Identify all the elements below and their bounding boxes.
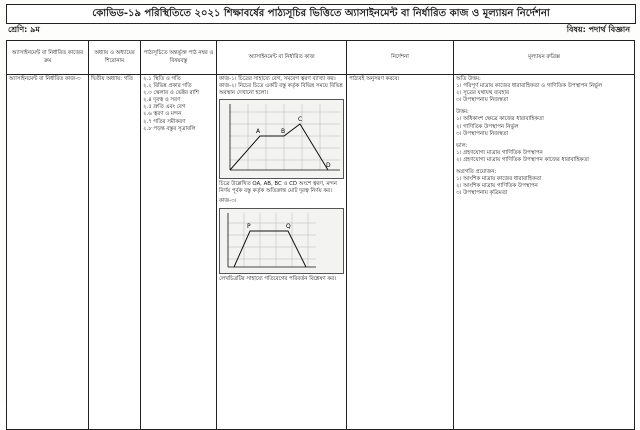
rubric-item: ১। পরিপূর্ণ মাত্রায় কাজের ধারাবাহিকতা ও গাণিতিক উপস্থাপন নির্ভুল: [456, 83, 603, 90]
lesson-item: ২.৬ ত্বরণ ও মন্দন: [143, 111, 182, 118]
lesson-item: ২.৭ গতির সমীকরণ: [143, 118, 186, 125]
page-title: কোভিড-১৯ পরিস্থিতিতে ২০২১ শিক্ষাবর্ষের পাঠ্যসূচির ভিত্তিতে অ্যাসাইনমেন্ট বা নির্ধারিত কাজ ও মূল্যায়ন নির্দেশনা: [6, 4, 636, 24]
cell-lessons: [141, 75, 217, 430]
col-header-lessons: পাঠ্যসূচিতে অন্তর্ভুক্ত পাঠ নম্বর ও বিষয়বস্তু: [141, 41, 217, 75]
col-header-instruction: নির্দেশনা: [347, 41, 454, 75]
rubric-improve-title: অগ্রগতি প্রয়োজন:: [456, 169, 497, 176]
cell-instruction: পাঠ্যবই অনুসরণ করবে।: [347, 75, 454, 430]
graph1-label-b: B: [281, 128, 286, 136]
lesson-item: ২.৫ দ্রুতি এবং বেগ: [143, 104, 186, 111]
rubric-item: ২। সূত্রের যথাযথ ব্যবহার: [456, 90, 509, 97]
lesson-item: ২.৩ স্কেলার ও ভেক্টর রাশি: [143, 90, 199, 97]
graph2-line: [234, 231, 306, 267]
col-header-rubric: মূল্যায়ন রুব্রিক্স: [454, 41, 635, 75]
task-part2-question: চিত্রে উল্লেখিত OA, AB, BC ও CD অংশে ত্বরণ, মন্দন নির্ণয় পূর্বক বস্তু কর্তৃক অতিক্রান্ত মোট দূরত্ব নির্ণয় কর।: [219, 181, 337, 195]
graph1-label-a: A: [256, 128, 261, 136]
rubric-item: ২। গ্রহণযোগ্য মাত্রায় গাণিতিক উপস্থাপন কাজের ধারাবাহিকতা: [456, 156, 589, 163]
col-header-task: অ্যাসাইনমেন্ট বা নির্ধারিত কাজ: [217, 41, 347, 75]
cell-rubric: [454, 75, 635, 430]
col-header-chapter: অধ্যায় ও অধ্যায়ের শিরোনাম: [89, 41, 141, 75]
cell-task: [217, 75, 347, 430]
rubric-item: ১। আংশিক মাত্রায় কাজের ধারাবাহিকতা: [456, 176, 542, 183]
rubric-item: ২। আংশিক মাত্রায় গাণিতিক উপস্থাপন: [456, 183, 538, 190]
graph2-grid: [228, 213, 316, 267]
task-part3-question: লেখচিত্রটির সাহায্যে গতিবেগের পরিবর্তন বিশ্লেষণ কর।: [219, 275, 337, 282]
graph-figure-1: [219, 99, 344, 179]
rubric-item: ১। গ্রহণযোগ্য মাত্রায় গাণিতিক উপস্থাপন: [456, 149, 543, 156]
cell-assignment-no: অ্যাসাইনমেন্ট বা নির্ধারিত কাজ-৩: [7, 75, 89, 430]
graph2-label-p: P: [247, 222, 251, 230]
rubric-excellent-title: অতি উত্তম:: [456, 76, 481, 82]
rubric-item: ২। গাণিতিক উপস্থাপন নির্ভুল: [456, 123, 519, 130]
rubric-item: ১। অধিকাংশ ক্ষেত্রে কাজের ধারাবাহিকতা: [456, 116, 544, 123]
graph1-line: [230, 124, 328, 170]
graph1-grid: [230, 104, 340, 170]
lesson-item: ২.২ বিভিন্ন প্রকার গতি: [143, 83, 192, 90]
rubric-item: ৩। উপস্থাপনায় নিজস্বতা: [456, 130, 508, 137]
rubric-fair-title: ভাল:: [456, 142, 468, 149]
graph-figure-2: [219, 208, 344, 274]
lesson-item: ২.৪ দূরত্ব ও সরণ: [143, 97, 181, 104]
graph1-label-c: C: [298, 116, 303, 124]
class-label: শ্রেণি: ৯ম: [8, 25, 40, 34]
lesson-item: ২.১ স্থিতি ও গতি: [143, 76, 181, 82]
table-row: [7, 75, 635, 430]
lesson-item: ২.৮ পড়ন্ত বস্তুর সূত্রাবলি: [143, 125, 196, 132]
rubric-good-title: উত্তম:: [456, 109, 469, 116]
task-part2: কাজ-২। নিচের চিত্রে একটি বস্তু কর্তৃক বিভিন্ন সময়ে বিভিন্ন অবস্থান দেখানো হলো।: [219, 83, 343, 97]
col-header-assignment: অ্যাসাইনমেন্ট বা নির্ধারিত কাজের ক্রম: [7, 41, 89, 75]
task-part3: কাজ-৩।: [219, 198, 237, 205]
graph2-label-q: Q: [286, 222, 291, 230]
graph1-label-d: D: [326, 162, 331, 170]
assignment-table: [6, 40, 635, 430]
table-header-row: [7, 41, 635, 75]
cell-chapter: দ্বিতীয় অধ্যায়: গতি: [89, 75, 141, 430]
rubric-item: ৩। উপস্থাপনায় কৃত্রিমতা: [456, 190, 508, 197]
task-part1: কাজ-১। চিত্রের সাহায্যে বেগ, সমবেগ ত্বরণ ব্যাখ্যা কর।: [219, 76, 336, 82]
subject-label: বিষয়: পদার্থ বিজ্ঞান: [566, 25, 630, 34]
rubric-item: ৩। উপস্থাপনায় নিজস্বতা: [456, 97, 508, 104]
